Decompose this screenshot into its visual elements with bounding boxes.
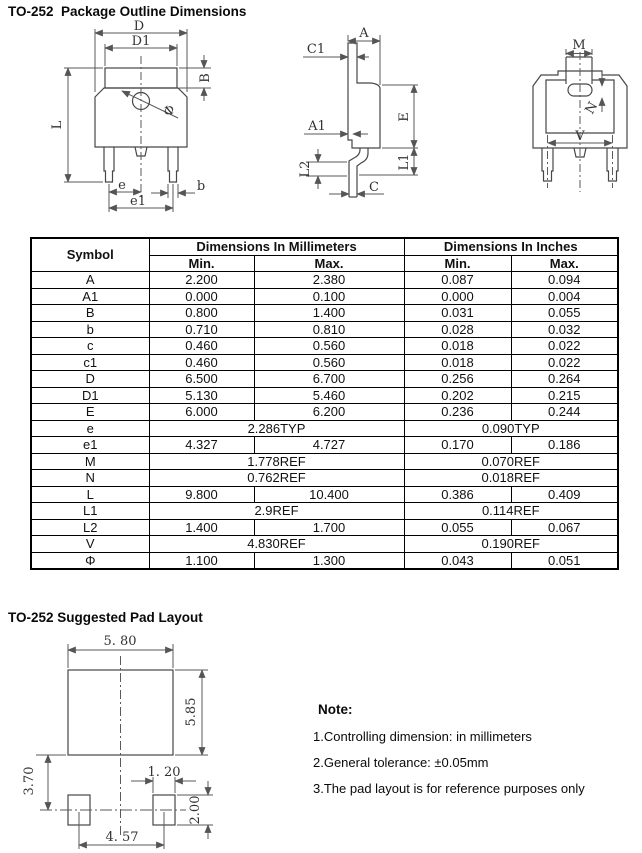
table-cell: 6.700 (254, 371, 404, 388)
table-cell: 1.700 (254, 519, 404, 536)
pad-dim-pad-pitch: 4. 57 (105, 830, 139, 845)
dim-label-C: C (369, 180, 379, 195)
table-cell: 0.051 (511, 552, 618, 569)
dim-label-C1: C1 (306, 42, 326, 57)
table-cell: 0.018 (404, 354, 511, 371)
table-cell: 1.300 (254, 552, 404, 569)
table-row (31, 503, 618, 520)
table-cell: L1 (31, 503, 149, 520)
table-row (31, 437, 618, 454)
table-cell: 0.043 (404, 552, 511, 569)
table-cell: 0.087 (404, 272, 511, 289)
dim-label-A: A (359, 26, 369, 41)
table-cell: 0.256 (404, 371, 511, 388)
table-cell: 0.090TYP (404, 420, 618, 437)
dim-label-L1: L1 (397, 153, 412, 171)
package-outline-figure (0, 0, 642, 235)
back-view-drawing (533, 38, 627, 192)
table-row (31, 519, 618, 536)
table-cell: 1.100 (149, 552, 254, 569)
table-cell: 0.810 (254, 321, 404, 338)
dim-label-L: L (50, 120, 65, 130)
table-row (31, 420, 618, 437)
pad-dim-pad-width: 1. 20 (147, 765, 181, 780)
table-row (31, 321, 618, 338)
table-cell: 6.500 (149, 371, 254, 388)
table-cell: 2.9REF (149, 503, 404, 520)
table-cell: 0.004 (511, 288, 618, 305)
dim-label-L2: L2 (298, 160, 313, 178)
section-title-outline: TO-252 Package Outline Dimensions (8, 4, 247, 19)
note-block (313, 702, 633, 807)
table-cell: 0.409 (511, 486, 618, 503)
table-cell: 0.000 (404, 288, 511, 305)
table-cell: M (31, 453, 149, 470)
table-row (31, 486, 618, 503)
table-cell: 4.727 (254, 437, 404, 454)
table-cell: 4.327 (149, 437, 254, 454)
table-cell: 0.215 (511, 387, 618, 404)
side-view-drawing (298, 26, 418, 197)
table-cell: 0.094 (511, 272, 618, 289)
dimensions-table-body (31, 272, 618, 570)
table-cell: 2.200 (149, 272, 254, 289)
table-row (31, 305, 618, 322)
table-cell: 2.380 (254, 272, 404, 289)
table-cell: e1 (31, 437, 149, 454)
table-cell: 6.200 (254, 404, 404, 421)
dim-label-V: V (575, 129, 585, 144)
pad-dim-right-height: 5.85 (184, 697, 199, 727)
note-title: Note: (318, 702, 353, 717)
header-symbol: Symbol (31, 238, 149, 272)
table-cell: 0.710 (149, 321, 254, 338)
table-cell: 1.400 (149, 519, 254, 536)
note-item: 2.General tolerance: ±0.05mm (313, 755, 489, 770)
header-mm-max: Max. (254, 255, 404, 272)
table-cell: 0.100 (254, 288, 404, 305)
table-cell: 0.264 (511, 371, 618, 388)
table-cell: 0.800 (149, 305, 254, 322)
dim-label-D1: D1 (131, 34, 151, 49)
table-cell: 0.070REF (404, 453, 618, 470)
table-cell: 0.560 (254, 338, 404, 355)
table-cell: 0.000 (149, 288, 254, 305)
table-cell: 0.018 (404, 338, 511, 355)
table-cell: 0.032 (511, 321, 618, 338)
table-cell: 0.186 (511, 437, 618, 454)
table-cell: D1 (31, 387, 149, 404)
table-cell: 6.000 (149, 404, 254, 421)
table-cell: 10.400 (254, 486, 404, 503)
table-header-row (31, 238, 618, 255)
section-title-pad-layout: TO-252 Suggested Pad Layout (8, 610, 203, 625)
table-row (31, 371, 618, 388)
pad-dim-top-width: 5. 80 (103, 634, 137, 649)
table-row (31, 536, 618, 553)
table-cell: 1.778REF (149, 453, 404, 470)
table-row (31, 288, 618, 305)
table-cell: D (31, 371, 149, 388)
dimensions-table (30, 237, 619, 570)
table-row (31, 354, 618, 371)
table-row (31, 404, 618, 421)
note-item: 1.Controlling dimension: in millimeters (313, 729, 532, 744)
table-cell: 5.130 (149, 387, 254, 404)
table-cell: 1.400 (254, 305, 404, 322)
front-view-drawing (50, 19, 213, 212)
table-cell: 0.202 (404, 387, 511, 404)
table-row (31, 470, 618, 487)
pad-dim-left-offset: 3.70 (22, 766, 37, 796)
table-cell: 0.067 (511, 519, 618, 536)
table-cell: 0.762REF (149, 470, 404, 487)
table-cell: 0.018REF (404, 470, 618, 487)
table-cell: 5.460 (254, 387, 404, 404)
table-cell: 0.244 (511, 404, 618, 421)
header-in-min: Min. (404, 255, 511, 272)
table-cell: 2.286TYP (149, 420, 404, 437)
pad-dim-pad-height: 2.00 (188, 795, 203, 825)
table-cell: 0.560 (254, 354, 404, 371)
dim-label-B: B (198, 73, 213, 83)
table-cell: Φ (31, 552, 149, 569)
table-cell: 0.028 (404, 321, 511, 338)
table-cell: c1 (31, 354, 149, 371)
table-cell: L (31, 486, 149, 503)
table-cell: 0.460 (149, 338, 254, 355)
table-cell: A1 (31, 288, 149, 305)
pad-layout-figure (0, 628, 320, 853)
dim-label-e1: e1 (130, 194, 146, 209)
table-cell: 0.022 (511, 338, 618, 355)
dim-label-b: b (196, 179, 206, 194)
table-row (31, 272, 618, 289)
table-cell: V (31, 536, 149, 553)
table-cell: 0.031 (404, 305, 511, 322)
dim-label-A1: A1 (308, 119, 326, 134)
header-in-max: Max. (511, 255, 618, 272)
table-cell: 0.022 (511, 354, 618, 371)
note-item: 3.The pad layout is for reference purposes only (313, 781, 585, 796)
table-cell: 0.386 (404, 486, 511, 503)
dim-label-E: E (397, 112, 412, 122)
header-inches: Dimensions In Inches (404, 238, 618, 255)
header-mm-min: Min. (149, 255, 254, 272)
dim-label-phi: Φ (160, 102, 179, 121)
table-cell: b (31, 321, 149, 338)
table-cell: 4.830REF (149, 536, 404, 553)
table-cell: A (31, 272, 149, 289)
table-cell: B (31, 305, 149, 322)
table-cell: 0.170 (404, 437, 511, 454)
table-cell: 0.236 (404, 404, 511, 421)
table-cell: 0.190REF (404, 536, 618, 553)
header-mm: Dimensions In Millimeters (149, 238, 404, 255)
table-cell: 0.055 (404, 519, 511, 536)
table-cell: L2 (31, 519, 149, 536)
table-cell: E (31, 404, 149, 421)
table-row (31, 453, 618, 470)
table-row (31, 552, 618, 569)
table-cell: 0.055 (511, 305, 618, 322)
table-cell: 9.800 (149, 486, 254, 503)
table-cell: N (31, 470, 149, 487)
dim-label-D: D (133, 19, 145, 34)
table-row (31, 338, 618, 355)
table-cell: 0.460 (149, 354, 254, 371)
dim-label-M: M (572, 38, 586, 53)
table-cell: c (31, 338, 149, 355)
dim-label-e: e (118, 178, 126, 193)
table-cell: e (31, 420, 149, 437)
table-cell: 0.114REF (404, 503, 618, 520)
dim-label-N: N (582, 99, 602, 117)
table-row (31, 387, 618, 404)
